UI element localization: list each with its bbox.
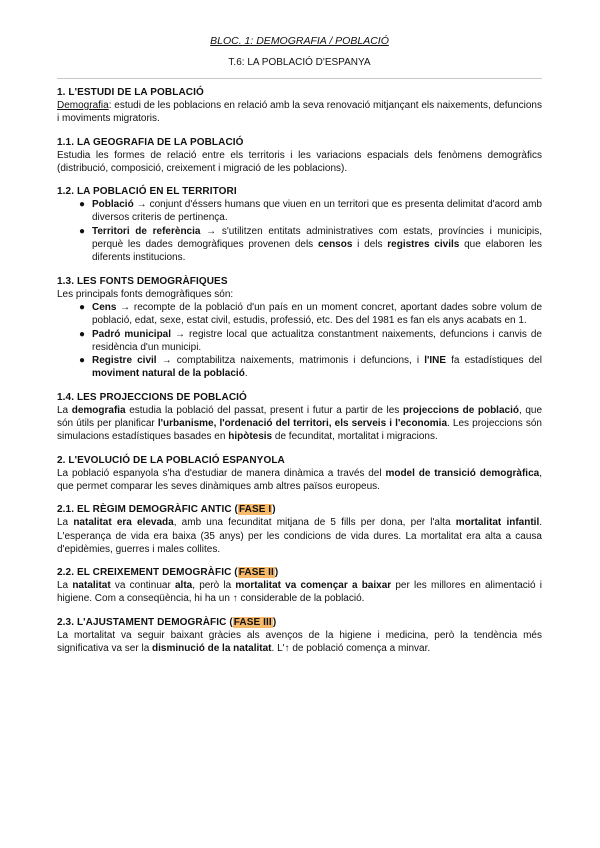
section-2-3-heading: 2.3. L'AJUSTAMENT DEMOGRÀFIC (FASE III) <box>57 616 277 628</box>
section-2-1-heading: 2.1. EL RÈGIM DEMOGRÀFIC ANTIC (FASE I) <box>57 504 276 516</box>
section-1-3-list <box>57 301 542 381</box>
block-title: BLOC. 1: DEMOGRAFIA / POBLACIÓ <box>210 35 389 47</box>
phase-badge: FASE II <box>238 567 274 579</box>
bullet-icon: ● <box>79 199 86 211</box>
list-item: ● Padró municipal → registre local que actualitza constantment naixements, defuncions i canvis de residència d'un municipi. <box>79 328 542 353</box>
bullet-icon: ● <box>79 328 86 340</box>
section-1-2-list <box>57 198 542 264</box>
bullet-icon: ● <box>79 355 86 367</box>
section-2-1-text: La natalitat era elevada, amb una fecunditat mitjana de 5 fills per dona, per l'alta mortalitat infantil. L'esperança de vida era baixa (35 anys) per les condicions de vida dures. La mortalitat era alta a causa d'epidèmies, guerres i males collites. <box>57 517 542 555</box>
section-2-3-text: La mortalitat va seguir baixant gràcies als avenços de la higiene i medicina, però la tendència més significativa va ser la disminució de la natalitat. L'↑ de població comença a minvar. <box>57 629 542 655</box>
section-1-4-text: La demografia estudia la població del passat, present i futur a partir de les projeccions de població, que són útils per planificar l'urbanisme, l'ordenació del territori, els serveis i l'economia. Les projeccions són simulacions estadístiques basades en hipòtesis de fecunditat, mortalitat i migracions. <box>57 404 543 443</box>
phase-badge: FASE III <box>233 616 272 628</box>
section-2-heading: 2. L'EVOLUCIÓ DE LA POBLACIÓ ESPANYOLA <box>57 454 285 466</box>
document-page <box>57 34 542 655</box>
section-1-4-heading: 1.4. LES PROJECCIONS DE POBLACIÓ <box>57 391 247 403</box>
bullet-icon: ● <box>79 301 86 313</box>
section-2-2-text: La natalitat va continuar alta, però la mortalitat va començar a baixar per les millores en alimentació i higiene. Com a conseqüència, hi ha un ↑ considerable de la població. <box>57 580 542 605</box>
section-1-heading: 1. L'ESTUDI DE LA POBLACIÓ <box>57 87 204 98</box>
section-1-1-text: Estudia les formes de relació entre els territoris i les variacions espacials dels fenòmens demogràfics (distribució, composició, creixement i migració de les poblacions). <box>57 149 542 174</box>
term-demografia: Demografia <box>57 100 109 111</box>
bullet-icon: ● <box>79 225 86 237</box>
section-1-3-heading: 1.3. LES FONTS DEMOGRÀFIQUES <box>57 275 228 287</box>
section-1-3-intro: Les principals fonts demogràfiques són: <box>57 288 234 300</box>
list-item: ● Territori de referència → s'utilitzen entitats administratives com estats, províncies i municipis, perquè les dades demogràfiques provenen dels censos i dels registres civils que elaboren les diferents institucions. <box>79 225 542 264</box>
section-1-1-heading: 1.1. LA GEOGRAFIA DE LA POBLACIÓ <box>57 136 244 148</box>
topic-title: T.6: LA POBLACIÓ D'ESPANYA <box>228 57 371 68</box>
section-2-text: La població espanyola s'ha d'estudiar de manera dinàmica a través del model de transició demogràfica, que permet comparar les seves dinàmiques amb altres països europeus. <box>57 467 542 492</box>
section-1-text: Demografia: estudi de les poblacions en relació amb la seva renovació mitjançant els naixements, defuncions i moviments migratoris. <box>57 100 542 125</box>
section-1-2-heading: 1.2. LA POBLACIÓ EN EL TERRITORI <box>57 186 237 198</box>
phase-badge: FASE I <box>239 504 272 516</box>
list-item: ● Població → conjunt d'éssers humans que viuen en un territori que es presenta delimitat d'acord amb diversos criteris de pertinença. <box>79 199 542 224</box>
list-item: ● Registre civil → comptabilitza naixements, matrimonis i defuncions, i l'INE fa estadístiques del moviment natural de la població. <box>79 355 542 380</box>
section-2-2-heading: 2.2. EL CREIXEMENT DEMOGRÀFIC (FASE II) <box>57 567 279 579</box>
list-item: ● Cens → recompte de la població d'un país en un moment concret, aportant dades sobre volum de població, edat, sexe, estat civil, estudis, professió, etc. Des del 1981 es fan els anys acabats en 1. <box>79 301 542 327</box>
